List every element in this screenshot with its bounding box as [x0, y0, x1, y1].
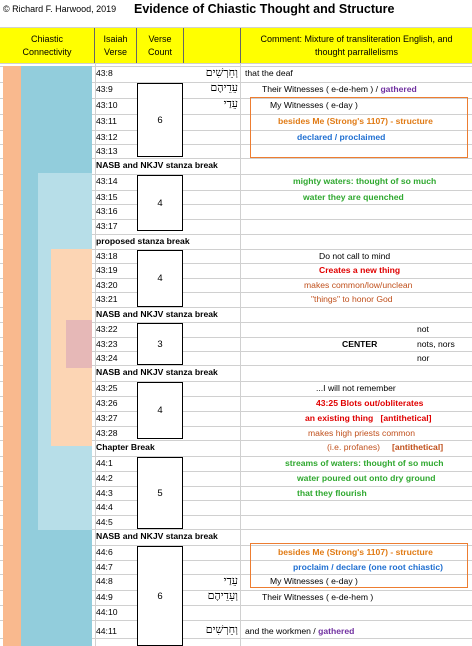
verse-count-box: 4 — [137, 250, 183, 307]
verse-label: 44:10 — [96, 607, 118, 617]
verse-count-box: 5 — [137, 457, 183, 529]
stanza-break: NASB and NKJV stanza break — [96, 531, 218, 541]
comment-text: not — [417, 324, 429, 334]
verse-label: 43:12 — [96, 132, 118, 142]
verse-label: 43:24 — [96, 353, 118, 363]
page-title: Evidence of Chiastic Thought and Structure — [134, 2, 395, 16]
chiasm-bar-outer — [3, 66, 21, 646]
verse-label: 44:5 — [96, 517, 113, 527]
verse-label: 43:11 — [96, 116, 117, 126]
comment-text: besides Me (Strong's 1107) - structure — [278, 547, 433, 557]
verse-count-box: 6 — [137, 83, 183, 157]
comment-text: Do not call to mind — [319, 251, 391, 261]
comment-text: ...I will not remember — [316, 383, 396, 393]
verse-label: 44:6 — [96, 547, 113, 557]
verse-label: 43:26 — [96, 398, 118, 408]
verse-label: 44:1 — [96, 458, 113, 468]
verse-count-box: 3 — [137, 323, 183, 365]
comment-text: Creates a new thing — [319, 265, 401, 275]
comment-text: Their Witnesses ( e-de-hem ) — [262, 592, 374, 602]
grid-hline — [0, 27, 472, 28]
hebrew-word: וְחֵרְשִׁים — [205, 623, 238, 636]
verse-label: 44:7 — [96, 562, 113, 572]
verse-label: 43:16 — [96, 206, 118, 216]
stanza-break: NASB and NKJV stanza break — [96, 160, 218, 170]
verse-label: 44:11 — [96, 626, 117, 636]
chapter-break: Chapter Break — [96, 442, 155, 452]
header-hebrew — [184, 28, 241, 63]
verse-count-box: 4 — [137, 175, 183, 231]
grid-vline — [240, 63, 241, 646]
comment-text: nor — [417, 353, 430, 363]
comment-text: an existing thing [antithetical] — [305, 413, 432, 423]
comment-text: declared / proclaimed — [297, 132, 386, 142]
verse-label: 44:2 — [96, 473, 113, 483]
verse-count-box: 6 — [137, 546, 183, 646]
verse-label: 43:21 — [96, 294, 118, 304]
header-verse-count: Verse Count — [137, 28, 184, 63]
chiasm-bar-center — [66, 320, 92, 368]
comment-text: (i.e. profanes) [antithetical] — [327, 442, 444, 452]
hebrew-word: וְחֵרְשִׁים — [205, 66, 238, 79]
verse-label: 44:9 — [96, 592, 113, 602]
comment-text: mighty waters: thought of so much — [293, 176, 437, 186]
stanza-break: proposed stanza break — [96, 236, 190, 246]
comment-text: makes common/low/unclean — [304, 280, 413, 290]
stanza-break: NASB and NKJV stanza break — [96, 367, 218, 377]
comment-text: water poured out onto dry ground — [297, 473, 436, 483]
comment-text: besides Me (Strong's 1107) - structure — [278, 116, 433, 126]
verse-label: 43:8 — [96, 68, 113, 78]
hebrew-word: עֵדַי — [223, 574, 238, 587]
comment-text: nots, nors — [417, 339, 455, 349]
comment-text: and the workmen / gathered — [245, 626, 355, 636]
verse-label: 44:3 — [96, 488, 113, 498]
verse-label: 43:13 — [96, 146, 118, 156]
stanza-break: NASB and NKJV stanza break — [96, 309, 218, 319]
verse-label: 43:22 — [96, 324, 118, 334]
verse-label: 43:19 — [96, 265, 118, 275]
comment-text: My Witnesses ( e-day ) — [270, 576, 358, 586]
hebrew-word: וְעֵדֵיהֶם — [207, 589, 238, 602]
grid-hline — [0, 63, 472, 64]
header-comment: Comment: Mixture of transliteration English, and thought parrallelisms — [241, 28, 472, 63]
verse-label: 43:17 — [96, 221, 118, 231]
comment-text: proclaim / declare (one root chiastic) — [293, 562, 443, 572]
comment-text: Their Witnesses ( e-de-hem ) / gathered — [262, 84, 417, 94]
verse-label: 43:18 — [96, 251, 118, 261]
verse-label: 43:20 — [96, 280, 118, 290]
verse-label: 44:4 — [96, 502, 113, 512]
copyright-text: © Richard F. Harwood, 2019 — [3, 4, 117, 14]
comment-text: makes high priests common — [308, 428, 415, 438]
verse-count-box: 4 — [137, 382, 183, 439]
verse-label: 43:25 — [96, 383, 118, 393]
verse-label: 43:10 — [96, 100, 118, 110]
hebrew-word: עֵדֵיהֶם — [210, 81, 238, 94]
comment-text: streams of waters: thought of so much — [285, 458, 444, 468]
hebrew-word: עֵדַי — [223, 97, 238, 110]
verse-label: 44:8 — [96, 576, 113, 586]
comment-text: 43:25 Blots out/obliterates — [316, 398, 424, 408]
comment-text: that the deaf — [245, 68, 293, 78]
comment-text: that they flourish — [297, 488, 367, 498]
verse-label: 43:28 — [96, 428, 118, 438]
verse-label: 43:23 — [96, 339, 118, 349]
verse-label: 43:9 — [96, 84, 113, 94]
verse-label: 43:15 — [96, 192, 118, 202]
center-label: CENTER — [342, 339, 378, 349]
header-isaiah-verse: Isaiah Verse — [95, 28, 137, 63]
comment-text: water they are quenched — [303, 192, 404, 202]
comment-text: "things" to honor God — [311, 294, 393, 304]
header-chiastic-connectivity: Chiastic Connectivity — [0, 28, 95, 63]
verse-label: 43:27 — [96, 413, 118, 423]
verse-label: 43:14 — [96, 176, 118, 186]
comment-text: My Witnesses ( e-day ) — [270, 100, 358, 110]
